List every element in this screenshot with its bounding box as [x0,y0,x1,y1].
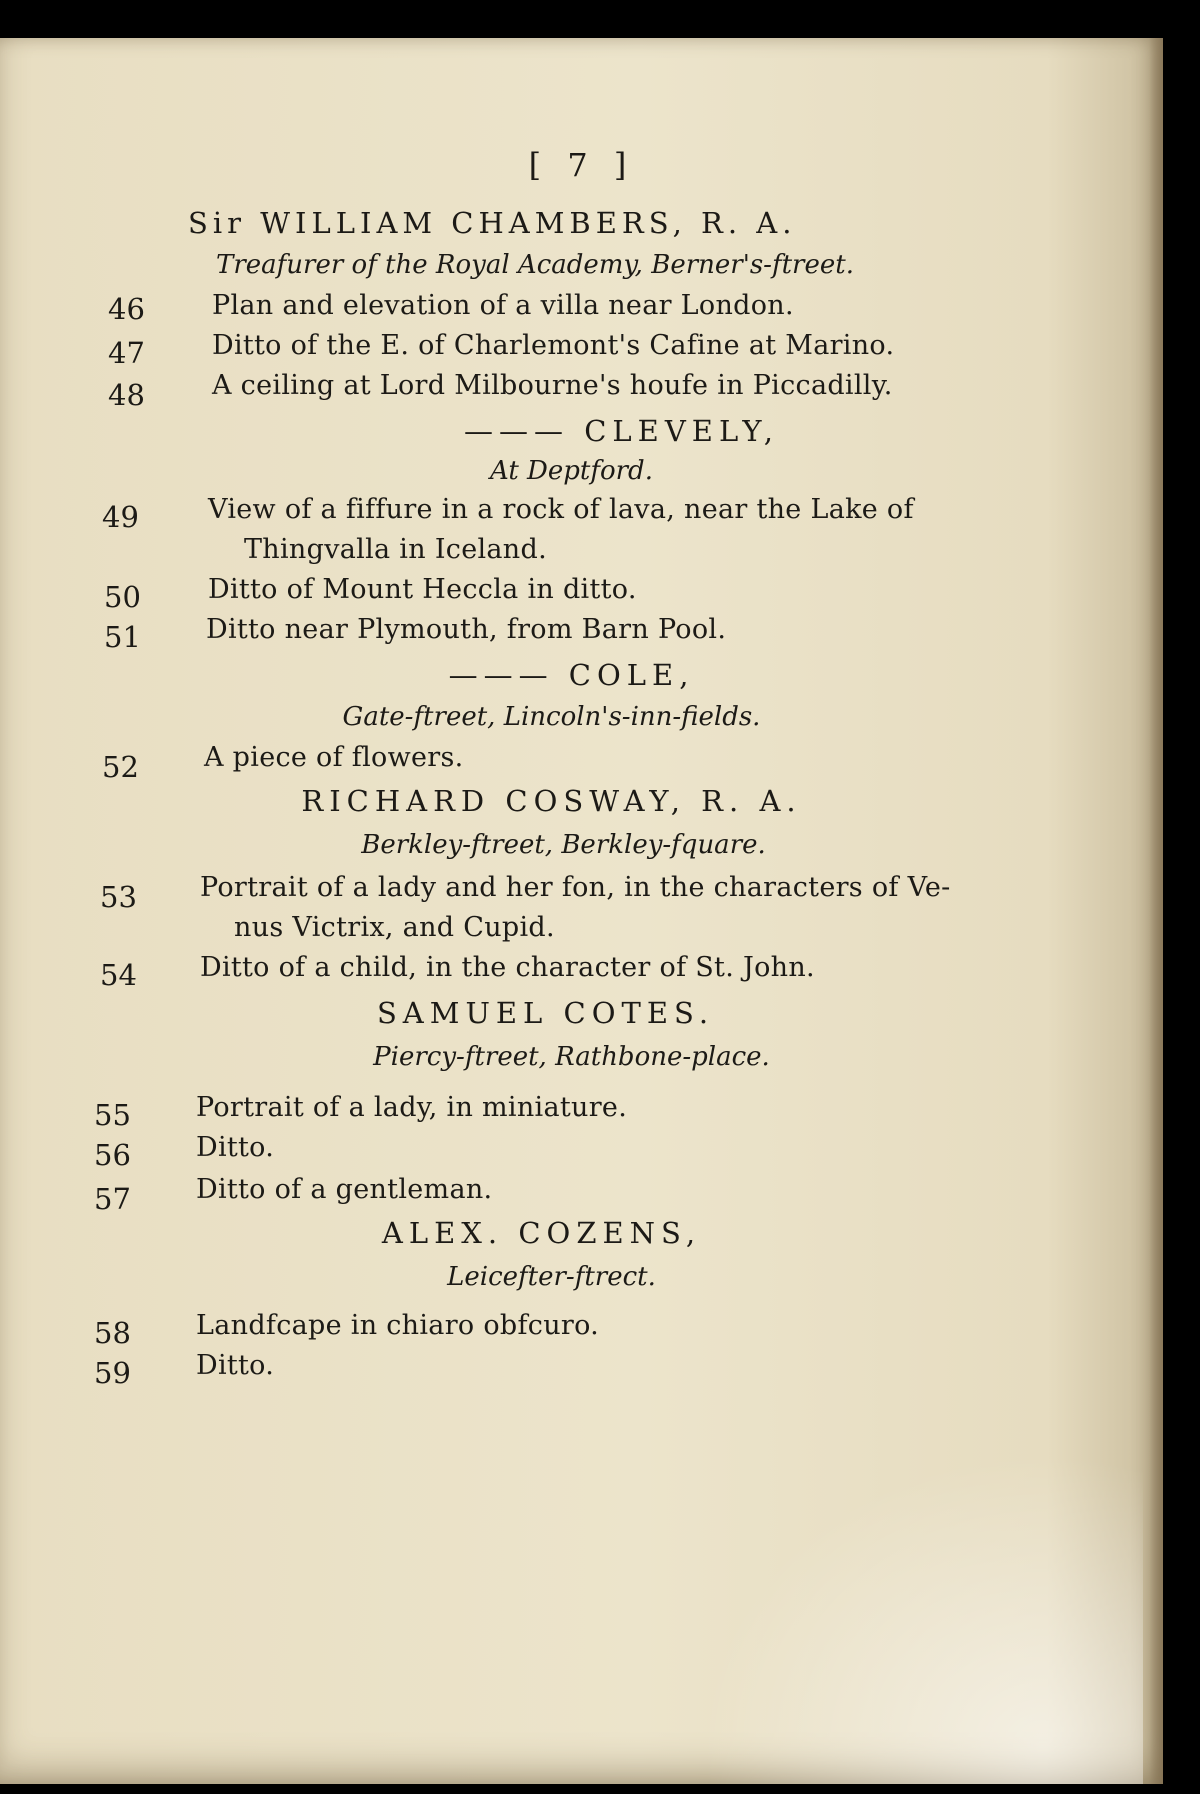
artist-address: Leicefter-ftrect. [447,1262,656,1292]
paper-stain [643,1404,1143,1784]
page-number: [ 7 ] [528,146,635,184]
artist-address: At Deptford. [490,456,653,486]
artist-heading: ——— COLE, [448,658,695,692]
entry-number: 58 [94,1316,131,1350]
entry-text: View of a fiffure in a rock of lava, near the Lake of [208,494,914,525]
entry-number: 51 [104,620,141,654]
artist-address: Piercy-ftreet, Rathbone-place. [373,1042,770,1072]
entry-number: 59 [94,1356,131,1390]
artist-heading: SAMUEL COTES. [376,996,715,1030]
entry-text: Plan and elevation of a villa near London. [212,290,794,321]
artist-heading: ALEX. COZENS, [381,1216,702,1250]
entry-text: Ditto of the E. of Charlemont's Cafine at Marino. [212,330,895,361]
catalogue-page [0,38,1163,1784]
entry-text: Landfcape in chiaro obfcuro. [196,1310,600,1341]
entry-text-continued: Thingvalla in Iceland. [244,534,547,565]
entry-number: 48 [108,378,145,412]
entry-text: A ceiling at Lord Milbourne's houfe in Piccadilly. [212,370,893,401]
artist-address: Gate-ftreet, Lincoln's-inn-fields. [342,702,761,732]
entry-text: A piece of flowers. [204,742,464,773]
entry-text: Ditto near Plymouth, from Barn Pool. [206,614,727,645]
entry-text: Portrait of a lady and her fon, in the characters of Ve- [200,872,951,903]
entry-text: Portrait of a lady, in miniature. [196,1092,628,1123]
entry-number: 55 [94,1098,131,1132]
entry-number: 54 [100,958,137,992]
entry-number: 57 [94,1182,131,1216]
entry-number: 52 [102,750,139,784]
entry-number: 47 [108,336,145,370]
artist-address: Treafurer of the Royal Academy, Berner's-ftreet. [216,250,854,280]
entry-text: Ditto of a gentleman. [196,1174,493,1205]
artist-heading: ——— CLEVELY, [464,414,779,448]
entry-text: Ditto. [196,1350,275,1381]
page-edge-shadow [1149,38,1163,1784]
entry-number: 53 [100,880,137,914]
entry-text-continued: nus Victrix, and Cupid. [234,912,555,943]
artist-heading: RICHARD COSWAY, R. A. [301,784,802,818]
entry-text: Ditto of Mount Heccla in ditto. [208,574,637,605]
entry-number: 50 [104,580,141,614]
entry-number: 46 [108,292,145,326]
entry-text: Ditto. [196,1132,275,1163]
entry-number: 56 [94,1138,131,1172]
entry-text: Ditto of a child, in the character of St. John. [200,952,815,983]
entry-number: 49 [102,500,139,534]
artist-address: Berkley-ftreet, Berkley-fquare. [361,830,766,860]
artist-heading: Sir WILLIAM CHAMBERS, R. A. [188,206,797,240]
